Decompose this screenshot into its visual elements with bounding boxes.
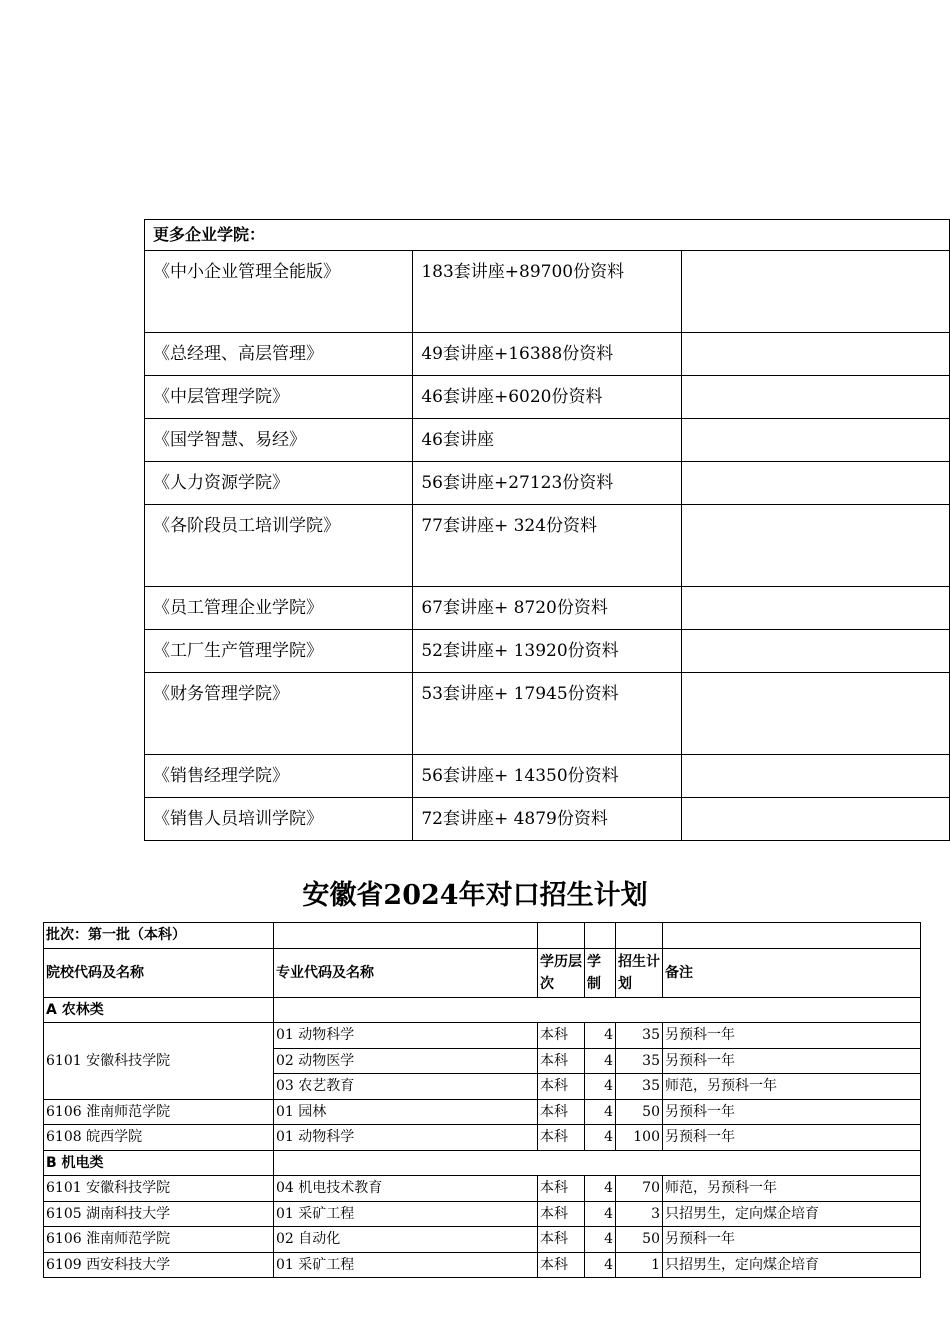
- years: 4: [585, 1099, 616, 1125]
- level: 本科: [538, 1176, 585, 1202]
- note: 另预科一年: [663, 1125, 921, 1151]
- plan-count: 35: [616, 1023, 663, 1049]
- major-name: 01 动物科学: [274, 1023, 538, 1049]
- college-name: 《销售经理学院》: [145, 755, 413, 798]
- table-row: [145, 630, 950, 673]
- college-name: 《员工管理企业学院》: [145, 587, 413, 630]
- college-desc: 67套讲座+ 8720份资料: [413, 587, 681, 630]
- major-name: 01 采矿工程: [274, 1252, 538, 1278]
- level: 本科: [538, 1201, 585, 1227]
- empty-cell: [616, 923, 663, 949]
- plan-count: 3: [616, 1201, 663, 1227]
- plan-count: 50: [616, 1227, 663, 1253]
- school-name: 6101 安徽科技学院: [44, 1176, 274, 1202]
- college-desc: 46套讲座+6020份资料: [413, 376, 681, 419]
- college-extra: [681, 376, 949, 419]
- college-desc: 183套讲座+89700份资料: [413, 251, 681, 333]
- header-level: 学历层次: [538, 948, 585, 997]
- empty-cell: [274, 1150, 921, 1176]
- college-name: 《工厂生产管理学院》: [145, 630, 413, 673]
- batch-row: [44, 923, 921, 949]
- note: 只招男生，定向煤企培育: [663, 1252, 921, 1278]
- category-name: A 农林类: [44, 997, 274, 1023]
- plan-count: 100: [616, 1125, 663, 1151]
- school-name: 6109 西安科技大学: [44, 1252, 274, 1278]
- level: 本科: [538, 1125, 585, 1151]
- header-note: 备注: [663, 948, 921, 997]
- college-desc: 52套讲座+ 13920份资料: [413, 630, 681, 673]
- school-name: 6106 淮南师范学院: [44, 1099, 274, 1125]
- table-row: [145, 251, 950, 333]
- college-name: 《人力资源学院》: [145, 462, 413, 505]
- college-extra: [681, 630, 949, 673]
- enrollment-plan-table: [43, 922, 921, 1278]
- school-name: 6101 安徽科技学院: [44, 1023, 274, 1100]
- table-row: [44, 1227, 921, 1253]
- college-desc: 46套讲座: [413, 419, 681, 462]
- years: 4: [585, 1074, 616, 1100]
- category-row: [44, 1150, 921, 1176]
- level: 本科: [538, 1252, 585, 1278]
- college-extra: [681, 673, 949, 755]
- empty-cell: [274, 997, 921, 1023]
- table-row: [44, 1099, 921, 1125]
- note: 师范，另预科一年: [663, 1074, 921, 1100]
- major-name: 01 园林: [274, 1099, 538, 1125]
- school-name: 6106 淮南师范学院: [44, 1227, 274, 1253]
- college-desc: 56套讲座+27123份资料: [413, 462, 681, 505]
- years: 4: [585, 1176, 616, 1202]
- note: 只招男生，定向煤企培育: [663, 1201, 921, 1227]
- college-extra: [681, 505, 949, 587]
- college-extra: [681, 755, 949, 798]
- plan-count: 50: [616, 1099, 663, 1125]
- college-name: 《中小企业管理全能版》: [145, 251, 413, 333]
- note: 另预科一年: [663, 1099, 921, 1125]
- level: 本科: [538, 1023, 585, 1049]
- table-row: [145, 673, 950, 755]
- years: 4: [585, 1227, 616, 1253]
- major-name: 02 自动化: [274, 1227, 538, 1253]
- level: 本科: [538, 1099, 585, 1125]
- years: 4: [585, 1023, 616, 1049]
- empty-cell: [585, 923, 616, 949]
- college-name: 《财务管理学院》: [145, 673, 413, 755]
- school-name: 6105 湖南科技大学: [44, 1201, 274, 1227]
- table-row: [44, 1176, 921, 1202]
- college-extra: [681, 333, 949, 376]
- college-name: 《国学智慧、易经》: [145, 419, 413, 462]
- table-row: [44, 1201, 921, 1227]
- college-extra: [681, 462, 949, 505]
- table-row: [44, 1125, 921, 1151]
- table-row: [145, 462, 950, 505]
- college-extra: [681, 251, 949, 333]
- major-name: 03 农艺教育: [274, 1074, 538, 1100]
- college-extra: [681, 419, 949, 462]
- plan-count: 35: [616, 1074, 663, 1100]
- plan-count: 1: [616, 1252, 663, 1278]
- table-row: [145, 333, 950, 376]
- category-row: [44, 997, 921, 1023]
- note: 另预科一年: [663, 1023, 921, 1049]
- note: 另预科一年: [663, 1227, 921, 1253]
- college-name: 《销售人员培训学院》: [145, 798, 413, 841]
- level: 本科: [538, 1074, 585, 1100]
- table-row: [145, 505, 950, 587]
- college-extra: [681, 587, 949, 630]
- years: 4: [585, 1125, 616, 1151]
- enterprise-college-table: [144, 219, 950, 841]
- major-name: 01 采矿工程: [274, 1201, 538, 1227]
- table-row: [145, 419, 950, 462]
- column-header-row: [44, 948, 921, 997]
- table-row: [145, 376, 950, 419]
- years: 4: [585, 1252, 616, 1278]
- college-desc: 56套讲座+ 14350份资料: [413, 755, 681, 798]
- header-years: 学制: [585, 948, 616, 997]
- table-header: 更多企业学院：: [145, 220, 950, 251]
- college-name: 《总经理、高层管理》: [145, 333, 413, 376]
- empty-cell: [663, 923, 921, 949]
- plan-count: 70: [616, 1176, 663, 1202]
- page-title: 安徽省2024年对口招生计划: [302, 880, 648, 911]
- empty-cell: [538, 923, 585, 949]
- college-name: 《中层管理学院》: [145, 376, 413, 419]
- batch-label: 批次：第一批（本科）: [44, 923, 274, 949]
- table-row: [145, 798, 950, 841]
- college-name: 《各阶段员工培训学院》: [145, 505, 413, 587]
- school-name: 6108 皖西学院: [44, 1125, 274, 1151]
- table-row: [44, 1252, 921, 1278]
- college-desc: 53套讲座+ 17945份资料: [413, 673, 681, 755]
- category-name: B 机电类: [44, 1150, 274, 1176]
- college-desc: 72套讲座+ 4879份资料: [413, 798, 681, 841]
- empty-cell: [274, 923, 538, 949]
- college-extra: [681, 798, 949, 841]
- note: 另预科一年: [663, 1048, 921, 1074]
- major-name: 04 机电技术教育: [274, 1176, 538, 1202]
- table-row: [44, 1023, 921, 1049]
- level: 本科: [538, 1048, 585, 1074]
- table-row: [145, 755, 950, 798]
- level: 本科: [538, 1227, 585, 1253]
- header-plan: 招生计划: [616, 948, 663, 997]
- plan-count: 35: [616, 1048, 663, 1074]
- table-header-row: [145, 220, 950, 251]
- years: 4: [585, 1201, 616, 1227]
- college-desc: 49套讲座+16388份资料: [413, 333, 681, 376]
- years: 4: [585, 1048, 616, 1074]
- note: 师范，另预科一年: [663, 1176, 921, 1202]
- header-school: 院校代码及名称: [44, 948, 274, 997]
- header-major: 专业代码及名称: [274, 948, 538, 997]
- college-desc: 77套讲座+ 324份资料: [413, 505, 681, 587]
- major-name: 02 动物医学: [274, 1048, 538, 1074]
- major-name: 01 动物科学: [274, 1125, 538, 1151]
- table-row: [145, 587, 950, 630]
